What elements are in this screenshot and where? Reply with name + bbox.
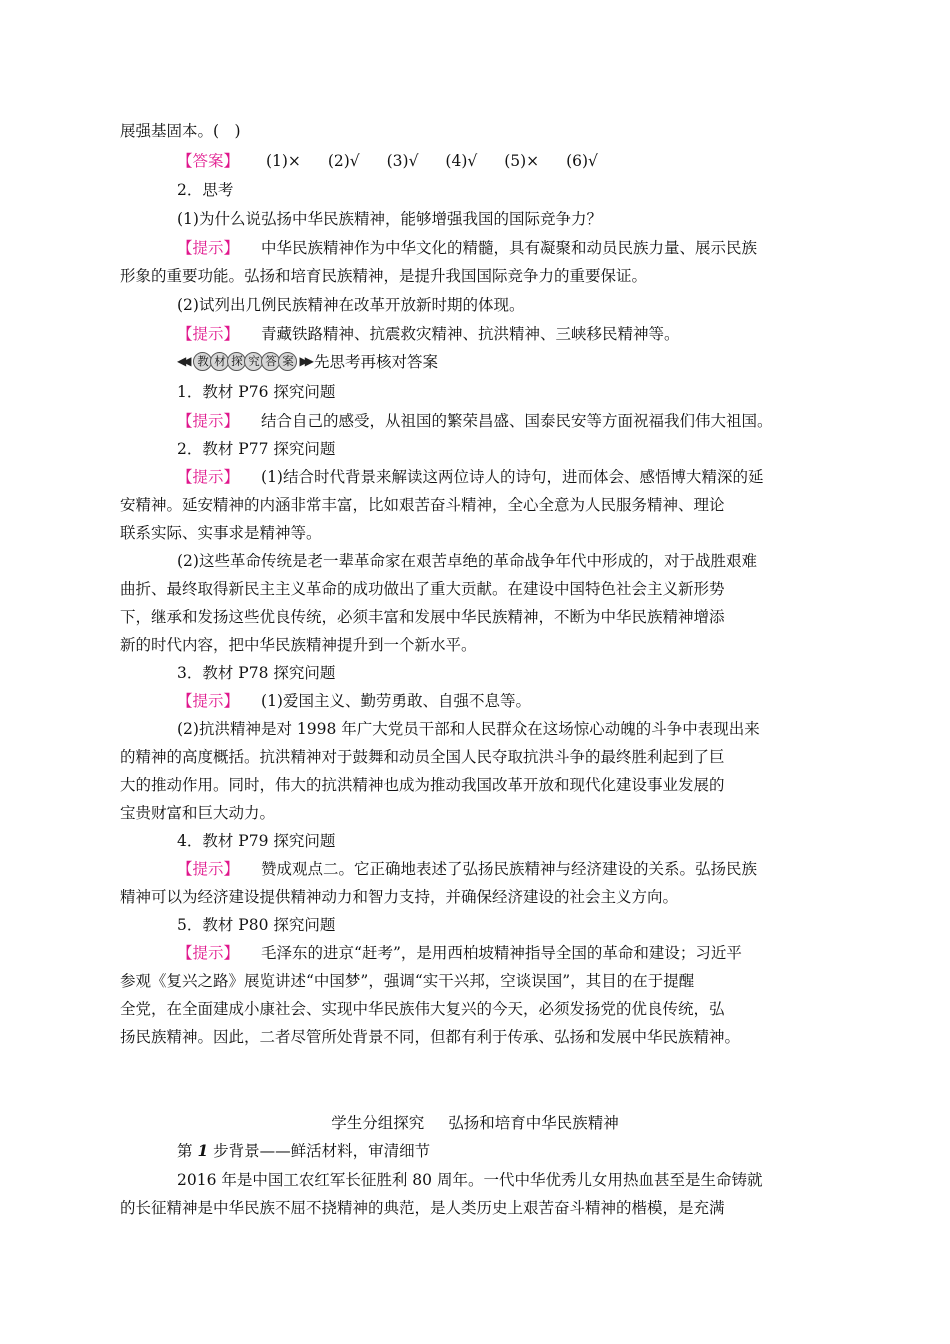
section-title bbox=[0, 1113, 950, 1133]
question-text: (2)试列出几例民族精神在改革开放新时期的体现。 bbox=[177, 296, 525, 314]
hint-text: 毛泽东的进京“赶考”，是用西柏坡精神指导全国的革命和建设；习近平 bbox=[261, 944, 742, 962]
hint-text: 赞成观点二。它正确地表述了弘扬民族精神与经济建设的关系。弘扬民族 bbox=[261, 860, 758, 878]
banner-char: 探 bbox=[227, 352, 246, 371]
hint-tag: 【提示】 bbox=[177, 944, 240, 962]
text-line: 扬民族精神。因此，二者尽管所处背景不同，但都有利于传承、弘扬和发展中华民族精神。 bbox=[120, 1028, 741, 1046]
question-heading: 2．思考 bbox=[177, 181, 234, 199]
hint-text: (1)结合时代背景来解读这两位诗人的诗句，进而体会、感悟博大精深的延 bbox=[261, 468, 764, 486]
section-title-a: 学生分组探究 bbox=[331, 1114, 425, 1132]
question-text: (1)为什么说弘扬中华民族精神，能够增强我国的国际竞争力？ bbox=[177, 210, 602, 228]
question-heading: 4．教材 P79 探究问题 bbox=[177, 832, 336, 850]
double-arrow-left-icon: ◀◀ bbox=[177, 354, 188, 368]
answer-item: (1)× bbox=[265, 152, 301, 170]
double-arrow-right-icon: ▶▶ bbox=[299, 354, 310, 368]
question-heading: 5．教材 P80 探究问题 bbox=[177, 916, 336, 934]
answer-item: (5)× bbox=[504, 152, 540, 170]
text-line: 新的时代内容，把中华民族精神提升到一个新水平。 bbox=[120, 636, 477, 654]
text-line: 全党，在全面建成小康社会、实现中华民族伟大复兴的今天，必须发扬党的优良传统，弘 bbox=[120, 1000, 725, 1018]
text-line: 参观《复兴之路》展览讲述“中国梦”，强调“实干兴邦，空谈误国”，其目的在于提醒 bbox=[120, 972, 695, 990]
section-banner bbox=[177, 348, 438, 374]
text-line: 安精神。延安精神的内涵非常丰富，比如艰苦奋斗精神，全心全意为人民服务精神、理论 bbox=[120, 496, 725, 514]
banner-char: 材 bbox=[210, 352, 229, 371]
hint-text: 结合自己的感受，从祖国的繁荣昌盛、国泰民安等方面祝福我们伟大祖国。 bbox=[261, 412, 773, 430]
hint-line bbox=[177, 238, 757, 258]
text-line: 曲折、最终取得新民主主义革命的成功做出了重大贡献。在建设中国特色社会主义新形势 bbox=[120, 580, 725, 598]
step-rest: 步背景——鲜活材料，审清细节 bbox=[208, 1142, 431, 1160]
hint-line bbox=[177, 324, 680, 344]
text-line: 2016 年是中国工农红军长征胜利 80 周年。一代中华优秀儿女用热血甚至是生命铸就 bbox=[177, 1171, 763, 1189]
hint-line bbox=[177, 859, 757, 879]
hint-tag: 【提示】 bbox=[177, 412, 240, 430]
question-heading: 1．教材 P76 探究问题 bbox=[177, 383, 336, 401]
text-line: 下，继承和发扬这些优良传统，必须丰富和发展中华民族精神，不断为中华民族精神增添 bbox=[120, 608, 725, 626]
hint-tag: 【提示】 bbox=[177, 692, 240, 710]
answer-item: (6)√ bbox=[566, 152, 598, 170]
text-line: 的精神的高度概括。抗洪精神对于鼓舞和动员全国人民夺取抗洪斗争的最终胜利起到了巨 bbox=[120, 748, 725, 766]
answer-line bbox=[177, 151, 598, 171]
hint-line bbox=[177, 467, 763, 487]
banner-char: 案 bbox=[278, 352, 297, 371]
step-heading bbox=[177, 1141, 430, 1161]
hint-tag: 【提示】 bbox=[177, 468, 240, 486]
hint-text: (1)爱国主义、勤劳勇敢、自强不息等。 bbox=[261, 692, 531, 710]
text-line: 展强基固本。( ) bbox=[120, 122, 241, 140]
step-prefix: 第 bbox=[177, 1142, 198, 1160]
text-line: 大的推动作用。同时，伟大的抗洪精神也成为推动我国改革开放和现代化建设事业发展的 bbox=[120, 776, 725, 794]
text-line: (2)抗洪精神是对 1998 年广大党员干部和人民群众在这场惊心动魄的斗争中表现出来 bbox=[177, 720, 760, 738]
text-line: 的长征精神是中华民族不屈不挠精神的典范，是人类历史上艰苦奋斗精神的楷模，是充满 bbox=[120, 1199, 725, 1217]
answer-tag: 【答案】 bbox=[177, 152, 240, 170]
text-line: 联系实际、实事求是精神等。 bbox=[120, 524, 322, 542]
section-title-b: 弘扬和培育中华民族精神 bbox=[448, 1114, 619, 1132]
question-heading: 3．教材 P78 探究问题 bbox=[177, 664, 336, 682]
answer-item: (2)√ bbox=[327, 152, 360, 170]
hint-line bbox=[177, 691, 531, 711]
hint-tag: 【提示】 bbox=[177, 325, 240, 343]
hint-text: 青藏铁路精神、抗震救灾精神、抗洪精神、三峡移民精神等。 bbox=[261, 325, 680, 343]
text-line: 形象的重要功能。弘扬和培育民族精神，是提升我国国际竞争力的重要保证。 bbox=[120, 267, 648, 285]
banner-char: 教 bbox=[193, 352, 212, 371]
step-number: 1 bbox=[197, 1141, 209, 1160]
banner-text: 先思考再核对答案 bbox=[313, 353, 438, 371]
hint-tag: 【提示】 bbox=[177, 239, 240, 257]
answer-item: (4)√ bbox=[445, 152, 478, 170]
text-line: 宝贵财富和巨大动力。 bbox=[120, 804, 276, 822]
banner-char: 答 bbox=[261, 352, 280, 371]
hint-line bbox=[177, 943, 742, 963]
hint-text: 中华民族精神作为中华文化的精髓，具有凝聚和动员民族力量、展示民族 bbox=[261, 239, 758, 257]
hint-line bbox=[177, 411, 773, 431]
text-line: 精神可以为经济建设提供精神动力和智力支持，并确保经济建设的社会主义方向。 bbox=[120, 888, 679, 906]
answer-item: (3)√ bbox=[386, 152, 419, 170]
hint-tag: 【提示】 bbox=[177, 860, 240, 878]
question-heading: 2．教材 P77 探究问题 bbox=[177, 440, 336, 458]
text-line: (2)这些革命传统是老一辈革命家在艰苦卓绝的革命战争年代中形成的，对于战胜艰难 bbox=[177, 552, 757, 570]
banner-char: 究 bbox=[244, 352, 263, 371]
